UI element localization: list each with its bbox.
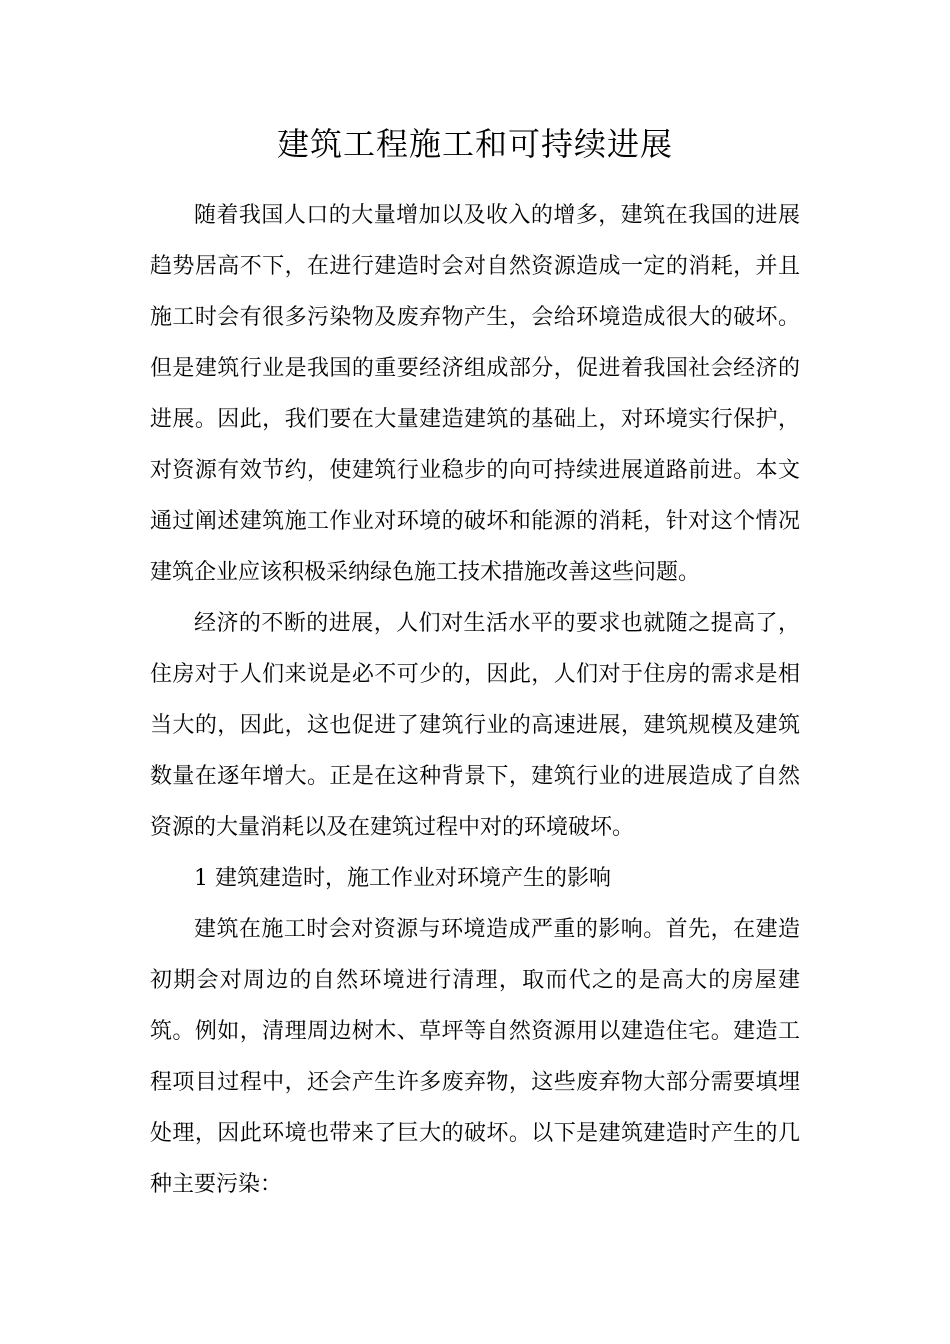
document-title: 建筑工程施工和可持续进展 — [276, 125, 673, 163]
paragraph-background: 经济的不断的进展，人们对生活水平的要求也就随之提高了，住房对于人们来说是必不可少的，因此，人们对于住房的需求是相当大的，因此，这也促进了建筑行业的高速进展，建筑规模及建筑数量在逐年增大。正是在这种背景下，建筑行业的进展造成了自然资源的大量消耗以及在建筑过程中对的环境破坏。 — [150, 611, 800, 840]
paragraph-section-1: 建筑在施工时会对资源与环境造成严重的影响。首先，在建造初期会对周边的自然环境进行清理，取而代之的是高大的房屋建筑。例如，清理周边树木、草坪等自然资源用以建造住宅。建造工程项目过程中，还会产生许多废弃物，这些废弃物大部分需要填埋处理，因此环境也带来了巨大的破坏。以下是建筑建造时产生的几种主要污染： — [150, 917, 800, 1197]
document-body — [150, 190, 800, 1210]
paragraph-intro: 随着我国人口的大量增加以及收入的增多，建筑在我国的进展趋势居高不下，在进行建造时会对自然资源造成一定的消耗，并且施工时会有很多污染物及废弃物产生，会给环境造成很大的破坏。但是建筑行业是我国的重要经济组成部分，促进着我国社会经济的进展。因此，我们要在大量建造建筑的基础上，对环境实行保护，对资源有效节约，使建筑行业稳步的向可持续进展道路前进。本文通过阐述建筑施工作业对环境的破坏和能源的消耗，针对这个情况建筑企业应该积极采纳绿色施工技术措施改善这些问题。 — [150, 203, 800, 585]
section-heading-1: 1 建筑建造时，施工作业对环境产生的影响 — [194, 866, 611, 891]
